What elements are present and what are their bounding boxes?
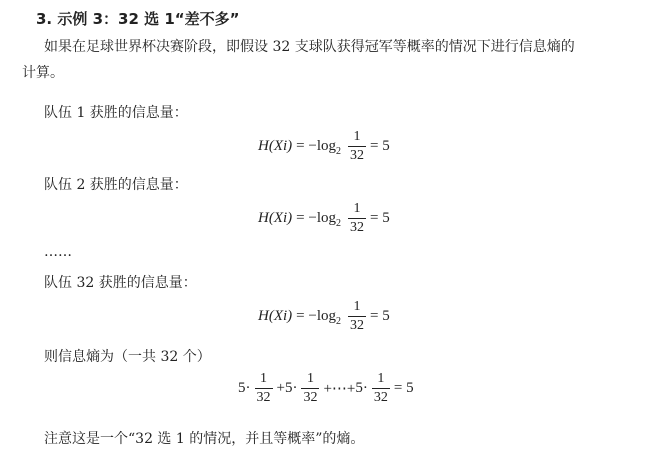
sum-fraction bbox=[372, 372, 390, 405]
fraction-denominator: 32 bbox=[350, 318, 365, 333]
intro-line-2: 计算。 bbox=[22, 65, 64, 81]
formula-log-base: 2 bbox=[336, 146, 342, 157]
fraction-numerator: 1 bbox=[353, 129, 361, 144]
fraction-numerator: 1 bbox=[260, 371, 267, 386]
sum-dot: · bbox=[362, 380, 368, 396]
fraction-denominator: 32 bbox=[373, 390, 388, 405]
section-heading: 3. 示例 3：32 选 1“差不多” bbox=[36, 10, 240, 28]
entropy-sum-formula bbox=[238, 372, 414, 405]
formula-arg: (Xi) bbox=[268, 210, 293, 226]
formula-fraction bbox=[348, 130, 366, 163]
sum-coef: 5 bbox=[284, 380, 293, 396]
sum-plus: + bbox=[276, 380, 285, 396]
formula-h: H bbox=[258, 138, 269, 154]
fraction-denominator: 32 bbox=[303, 390, 318, 405]
closing-note: 注意这是一个“32 选 1 的情况，并且等概率”的熵。 bbox=[44, 431, 365, 447]
formula-h: H bbox=[258, 308, 269, 324]
fraction-denominator: 32 bbox=[350, 220, 365, 235]
fraction-denominator: 32 bbox=[256, 390, 271, 405]
fraction-numerator: 1 bbox=[377, 371, 385, 386]
team1-formula bbox=[258, 130, 390, 163]
formula-h: H bbox=[258, 210, 269, 226]
formula-arg: (Xi) bbox=[268, 308, 293, 324]
team32-formula bbox=[258, 300, 390, 333]
sum-result: = 5 bbox=[393, 380, 414, 396]
team32-label: 队伍 32 获胜的信息量： bbox=[44, 275, 197, 291]
sum-dot: · bbox=[292, 380, 298, 396]
fraction-numerator: 1 bbox=[353, 299, 361, 314]
entropy-label: 则信息熵为（一共 32 个） bbox=[44, 349, 211, 365]
formula-log-base: 2 bbox=[336, 316, 342, 327]
formula-log-base: 2 bbox=[336, 218, 342, 229]
formula-neg-log: = −log bbox=[296, 210, 337, 226]
formula-neg-log: = −log bbox=[296, 308, 337, 324]
formula-rhs: = 5 bbox=[370, 138, 390, 154]
formula-arg: (Xi) bbox=[268, 138, 293, 154]
team1-label: 队伍 1 获胜的信息量： bbox=[44, 105, 188, 121]
formula-neg-log: = −log bbox=[296, 138, 337, 154]
sum-fraction bbox=[301, 372, 319, 405]
sum-coef: 5 bbox=[355, 380, 363, 396]
sum-ellipsis: +⋯+ bbox=[323, 381, 356, 397]
formula-rhs: = 5 bbox=[370, 210, 390, 226]
sum-dot: · bbox=[245, 380, 251, 396]
formula-fraction bbox=[348, 300, 366, 333]
sum-coef: 5 bbox=[238, 380, 246, 396]
fraction-numerator: 1 bbox=[306, 371, 314, 386]
formula-rhs: = 5 bbox=[370, 308, 390, 324]
formula-fraction bbox=[348, 202, 366, 235]
team2-label: 队伍 2 获胜的信息量： bbox=[44, 177, 188, 193]
sum-fraction bbox=[255, 372, 273, 405]
team2-formula bbox=[258, 202, 390, 235]
ellipsis: …… bbox=[44, 244, 72, 260]
fraction-denominator: 32 bbox=[350, 148, 365, 163]
fraction-numerator: 1 bbox=[353, 201, 361, 216]
intro-line-1: 如果在足球世界杯决赛阶段，即假设 32 支球队获得冠军等概率的情况下进行信息熵的 bbox=[44, 39, 575, 55]
